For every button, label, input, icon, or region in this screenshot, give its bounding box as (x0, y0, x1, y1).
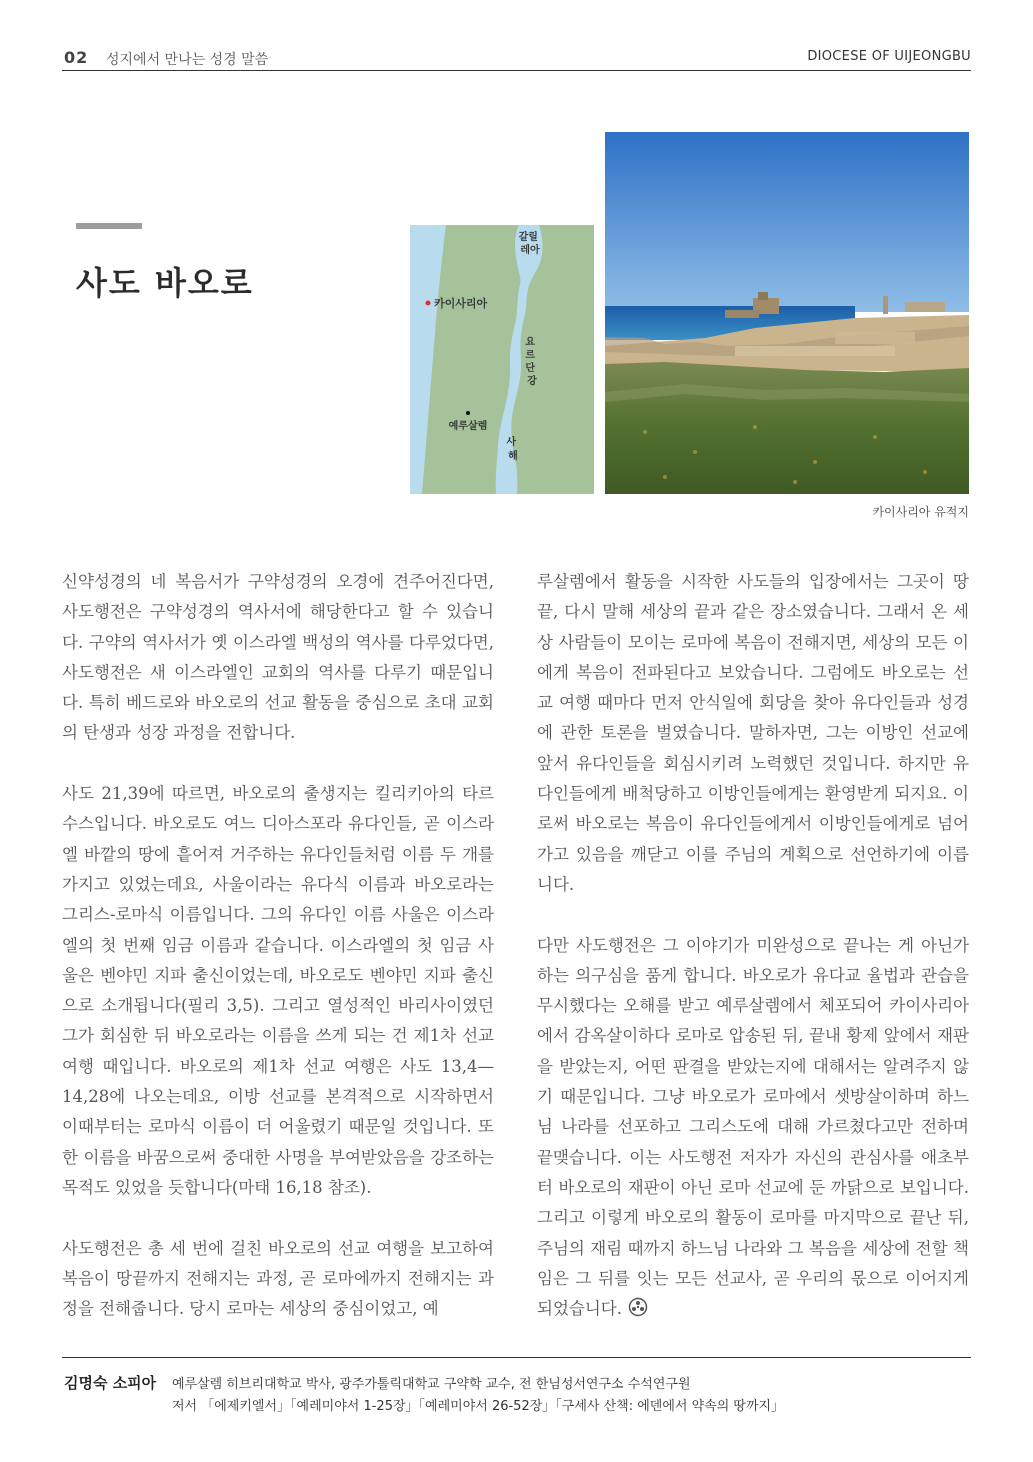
map-label-jerusalem: 예루살렘 (448, 421, 488, 432)
page-number: 02 (64, 48, 89, 67)
map-label-dead-sea: 사 해 (506, 437, 518, 462)
body-paragraph-text: 다만 사도행전은 그 이야기가 미완성으로 끝나는 게 아닌가 하는 의구심을 품게 합니다. 바오로가 유다교 율법과 관습을 무시했다는 오해를 받고 예루살렘에서 체포되어 카이사리아에서 감옥살이하다 로마로 압송된 뒤, 끝내 황제 앞에서 재판을 받았는지, 어떤 판결을 받았는지에 대해서는 알려주지 않기 때문입니다. 그냥 바오로가 로마에서 셋방살이하며 하느님 나라를 선포하고 그리스도에 대해 가르쳤다고만 전하며 끝맺습니다. 이는 사도행전 저자가 자신의 관심사를 애초부터 바오로의 재판이 아닌 로마 선교에 둔 까닭으로 보입니다. 그리고 이렇게 바오로의 활동이 로마를 마지막으로 끝난 뒤, 주님의 재림 때까지 하느님 나라와 그 복음을 세상에 전할 책임은 그 뒤를 잇는 모든 선교사, 곧 우리의 몫으로 이어지게 되었습니다. (537, 935, 970, 1319)
section-title: 성지에서 만나는 성경 말씀 (106, 52, 269, 68)
map-label-caesarea: 카이사리아 (434, 297, 488, 310)
article-title: 사도 바오로 (76, 264, 254, 302)
map-label-jordan: 요 르 단 강 (525, 337, 537, 387)
author-name: 김명숙 소피아 (64, 1374, 157, 1392)
photo-caption: 카이사리아 유적지 (872, 505, 969, 519)
body-paragraph (537, 931, 969, 1325)
body-column-right (537, 567, 969, 1355)
footer-divider (62, 1357, 971, 1358)
body-paragraph: 사도 21,39에 따르면, 바오로의 출생지는 킬리키아의 타르수스입니다. 바오로도 여느 디아스포라 유다인들, 곧 이스라엘 바깥의 땅에 흩어져 거주하는 유다인들처럼 이름 두 개를 가지고 있었는데요, 사울이라는 유다식 이름과 바오로라는 그리스-로마식 이름입니다. 그의 유다인 이름 사울은 이스라엘의 첫 번째 임금 이름과 같습니다. 이스라엘의 첫 임금 사울은 벤야민 지파 출신이었는데, 바오로도 벤야민 지파 출신으로 소개됩니다(필리 3,5). 그리고 열성적인 바리사이였던 그가 회심한 뒤 바오로라는 이름을 쓰게 되는 건 제1차 선교 여행 때입니다. 바오로의 제1차 선교 여행은 사도 13,4—14,28에 나오는데요, 이방 선교를 본격적으로 시작하면서 이때부터는 로마식 이름이 더 어울렸기 때문일 것입니다. 또한 이름을 바꿈으로써 중대한 사명을 부여받았음을 강조하는 목적도 있었을 듯합니다(마태 16,18 참조). (62, 784, 494, 1197)
body-column-left (62, 567, 494, 1355)
end-mark-icon (628, 1297, 648, 1317)
publisher-name: DIOCESE OF UIJEONGBU (807, 49, 971, 64)
page-header (62, 46, 971, 71)
body-paragraph: 루살렘에서 활동을 시작한 사도들의 입장에서는 그곳이 땅끝, 다시 말해 세상의 끝과 같은 장소였습니다. 그래서 온 세상 사람들이 모이는 로마에 복음이 전해지면, 세상의 모든 이에게 복음이 전파된다고 보았습니다. 그럼에도 바오로는 선교 여행 때마다 먼저 안식일에 회당을 찾아 유다인들과 성경에 관한 토론을 벌였습니다. 말하자면, 그는 이방인 선교에 앞서 유다인들을 회심시키려 노력했던 것입니다. 하지만 유다인들에게 배척당하고 이방인들에게는 환영받게 되지요. 이로써 바오로는 복음이 유다인들에게서 이방인들에게로 넘어가고 있음을 깨닫고 이를 주님의 계획으로 선언하기에 이릅니다. (537, 572, 969, 894)
body-paragraph: 사도행전은 총 세 번에 걸친 바오로의 선교 여행을 보고하여 복음이 땅끝까지 전해지는 과정, 곧 로마에까지 전해지는 과정을 전해줍니다. 당시 로마는 세상의 중심이었고, 예 (62, 1238, 494, 1319)
author-works: 저서 「에제키엘서」「예레미야서 1-25장」「예레미야서 26-52장」「구세사 산책: 에덴에서 약속의 땅까지」 (172, 1399, 785, 1414)
body-paragraph: 신약성경의 네 복음서가 구약성경의 오경에 견주어진다면, 사도행전은 구약성경의 역사서에 해당한다고 할 수 있습니다. 구약의 역사서가 옛 이스라엘 백성의 역사를 다루었다면, 사도행전은 새 이스라엘인 교회의 역사를 다루기 때문입니다. 특히 베드로와 바오로의 선교 활동을 중심으로 초대 교회의 탄생과 성장 과정을 전합니다. (62, 572, 494, 743)
map-label-galilee: 갈릴 레아 (518, 232, 540, 256)
caesarea-ruins-photo (605, 132, 969, 494)
region-map (410, 225, 594, 494)
author-bio: 예루살렘 히브리대학교 박사, 광주가톨릭대학교 구약학 교수, 전 한님성서연구소 수석연구원 (172, 1377, 691, 1392)
title-accent-bar (76, 223, 142, 229)
map-marker-jerusalem (466, 411, 470, 415)
map-marker-caesarea (426, 301, 431, 306)
